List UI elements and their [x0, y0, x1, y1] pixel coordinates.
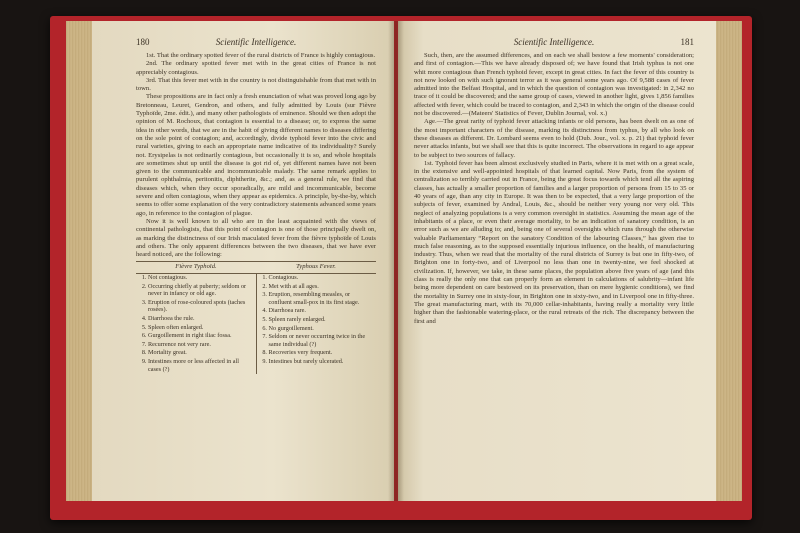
- list-item: 4. Diarrhoea rare.: [269, 307, 374, 315]
- left-body-text: [136, 52, 376, 259]
- left-running-title: Scientific Intelligence.: [215, 37, 297, 47]
- list-item: 4. Diarrhoea the rule.: [148, 315, 253, 323]
- paragraph: 2nd. The ordinary spotted fever met with in the great cities of France is not appreciably contagious.: [136, 60, 376, 76]
- paragraph: 3rd. That this fever met with in the country is not distinguishable from that met with in town.: [136, 76, 376, 93]
- paragraph: Such, then, are the assumed differences, and on each we shall bestow a few moments' consideration; and first of contagion.—This we have already disposed of; we have found that Irish typhus is not one whit more contagious than French typhoid fever, except in great cities. In fact the fever of this country is not now looked on with such ignorant terror as it was general some years ago. Of 9,588 cases of fever admitted into the Belfast Hospital, and in which the question of contagion was investigated: in 2,342 no trace of it could be discovered; and the same group of cases, viewed in another light, gives 1,856 families affected with fever, which could be traced to contagion, and 2,343 in which the origin of the disease could not be discovered.—(Mateers' Statistics of Fever, Dublin Journal, vol. x.): [414, 52, 694, 118]
- list-item: 7. Recurrence not very rare.: [148, 341, 253, 349]
- left-page-content: [136, 37, 376, 493]
- left-page: [92, 21, 394, 501]
- paragraph: Age.—The great rarity of typhoid fever attacking infants or old persons, has been dwelt on as one of the most important characters of the disease, marking its distinctness from typhus, by all who look on these diseases as different. Dr. Lombard seems even to hold (Dub. Jour., vol. x. p. 21) that typhoid fever never attacks infants, but we shall see that this is quite incorrect. The observations in regard to age appear to be subject to two sources of fallacy.: [414, 118, 694, 159]
- list-item: 6. No gurgoillement.: [269, 325, 374, 333]
- right-body-text: [414, 52, 694, 326]
- right-page-number: 181: [680, 37, 694, 47]
- paragraph: These propositions are in fact only a fresh enunciation of what was proved long ago by Bretonneau, Leuret, Gendron, and others, and fully admitted by Louis (sur Fièvre Typhoïde, 2me. édit.), and many other pathologists of eminence. Should we then adopt the opinion of M. Rochoux, that contagion is essential to a disease; or, to express the same idea in other words, that we are in the habit of giving different names to diseases differing on the sole point of contagion; and, accordingly, divide typhoid fever into the civic and rural varieties, giving to each an appropriate name indicative of its individuality? Surely not. Erysipelas is not ordinarily contagious, but occasionally it is so, and whole hospitals are sometimes shut up until the disease is got rid of, yet different names have not been given to the communicable and incommunicable malady. The same remark applies to purulent ophthalmia, peritonitis, diphtherite, &c.; and, as a general rule, we find that diseases which, when they occur sporadically, are mild and incommunicable, become severe and often contagious, when they appear as epidemics. A principle, by-the-by, which seems to offer some explanation of the very contradictory statements advanced some years ago, in reference to the contagion of plague.: [136, 93, 376, 217]
- right-page: [398, 21, 716, 501]
- paragraph: 1st. That the ordinary spotted fever of the rural districts of France is highly contagious.: [146, 52, 376, 59]
- list-item: 1. Contagious.: [269, 274, 374, 282]
- table-column-typhous: [256, 274, 376, 375]
- paragraph: Now it is well known to all who are in the least acquainted with the views of continental pathologists, that this point of contagion is one of those principally dwelt on, as marking the distinctness of our Irish maculated fever from the fièvre typhoïde of Louis and others. The only apparent differences between the two diseases, that we have ever heard noticed, are the following:: [136, 217, 376, 259]
- table-header-row: [136, 262, 376, 274]
- table-header-fievre: Fièvre Typhoïd.: [136, 262, 256, 274]
- list-item: 5. Spleen rarely enlarged.: [269, 316, 374, 324]
- list-item: 1. Not contagious.: [148, 274, 253, 282]
- list-item: 9. Intestines but rarely ulcerated.: [269, 358, 374, 366]
- list-item: 2. Occurring chiefly at puberty; seldom or never in infancy or old age.: [148, 283, 253, 298]
- list-item: 6. Gurgoillement in right iliac fossa.: [148, 332, 253, 340]
- list-item: 2. Met with at all ages.: [269, 283, 374, 291]
- left-page-number: 180: [136, 37, 150, 47]
- paragraph: 1st. Typhoid fever has been almost exclusively studied in Paris, where it is met with on a great scale, in the extensive and well-appointed hospitals of that learned capital. Now Paris, from the system of centralization so terribly carried out in France, being the great focus towards which tend all the aspiring classes, has actually a smaller proportion of families and a larger proportion of persons from 15 to 35 or 40 years of age, than any city in Europe. It was then to be expected, that a very large proportion of the subjects of fever, examined by Andral, Louis, &c., should be neither very young nor very old. This neglect of analyzing populations is a very common oversight in statistics. Assuming the mean age of the inhabitants of a place, or even their average mortality, to be an indication of sanatory condition, is an error such as we are alluding to; and, being one of several oversights which runs through the otherwise valuable Parliamentary “Report on the sanatory Condition of the labouring Classes,” has given rise to much false reasoning, as to the supposed essentially injurious influence, on the health, of manufacturing industry. Thus, when we read that the mortality of the rural districts of Surrey is but one in fifty-two, of Brighton one in forty-two, and of Liverpool no less than one in twenty-nine, we feel shocked at civilization. If, however, we take, in these same places, the population above five years of age (and this class is really the only one that can properly form an element in calculations of salubrity—infant life being more dependent on care bestowed on its preservation, than on mere hygienic conditions), we find the mortality in Surrey one in sixty-four, in Brighton one in sixty-two, and in Liverpool one in fifty-three. The great manufacturing mart, with its 70,000 cellar-inhabitants, having really a mortality very little higher than the fashionable watering-place, or the rural retreats of the rich. The discrepancy between the first and: [414, 159, 694, 325]
- list-item: 7. Seldom or never occurring twice in the same individual (?): [269, 333, 374, 348]
- list-item: 8. Mortality great.: [148, 349, 253, 357]
- table-column-fievre: [136, 274, 256, 375]
- list-item: 3. Eruption, resembling measles, or confluent small-pox in its first stage.: [269, 291, 374, 306]
- left-running-head: [136, 37, 376, 49]
- right-running-head: [414, 37, 694, 49]
- list-item: 5. Spleen often enlarged.: [148, 324, 253, 332]
- book-gutter: [388, 21, 404, 501]
- right-running-title: Scientific Intelligence.: [513, 37, 595, 47]
- comparison-table: [136, 261, 376, 374]
- table-row: [136, 274, 376, 375]
- right-page-content: [414, 37, 694, 493]
- table-header-typhous: Typhous Fever.: [256, 262, 376, 274]
- list-item: 8. Recoveries very frequent.: [269, 349, 374, 357]
- list-item: 9. Intestines more or less affected in all cases (?): [148, 358, 253, 373]
- list-item: 3. Eruption of rose-coloured spots (taches rosées).: [148, 299, 253, 314]
